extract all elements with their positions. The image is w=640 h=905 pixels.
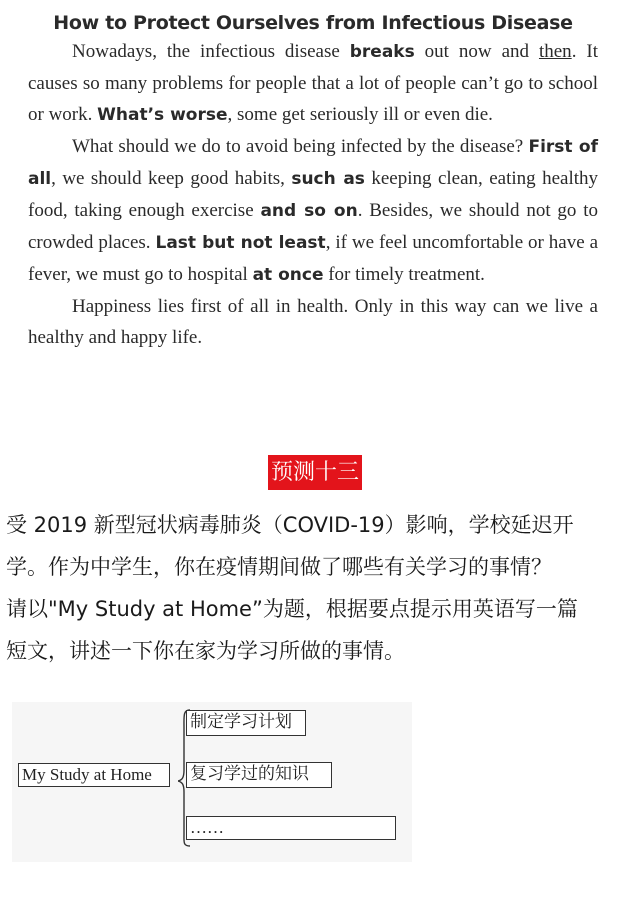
bold-phrase: at once [252, 265, 324, 285]
diagram-branch-box: 复习学过的知识 [186, 762, 332, 788]
essay-title: How to Protect Ourselves from Infectious Disease [53, 12, 573, 34]
writing-prompt [6, 504, 636, 672]
text-run: What should we do to avoid being infected by the disease? [72, 136, 529, 157]
text-run: , we should keep good habits, [51, 168, 292, 189]
text-run: . Besides, we should not go to crowded places. [28, 200, 598, 253]
bold-phrase: Last but not least [155, 233, 326, 253]
text-run: , if we feel uncomfortable or have a fever, we must go to hospital [28, 232, 599, 285]
prompt-line: 学。作为中学生，你在疫情期间做了哪些有关学习的事情？ [6, 555, 552, 579]
text-run: for timely treatment. [323, 264, 485, 285]
text-run: out now and [414, 41, 539, 62]
bold-phrase: First of all [28, 137, 598, 189]
bold-phrase: such as [291, 169, 365, 189]
prompt-line: 请以"My Study at Home”为题，根据要点提示用英语写一篇 [6, 597, 578, 621]
text-run: Nowadays, the infectious disease [72, 41, 350, 62]
outline-diagram [12, 702, 412, 862]
diagram-root-box: My Study at Home [18, 763, 170, 787]
essay-sample [28, 8, 598, 353]
prompt-line: 短文，讲述一下你在家为学习所做的事情。 [6, 639, 405, 663]
bold-phrase: What’s worse [97, 105, 228, 125]
prompt-line: 受 2019 新型冠状病毒肺炎（COVID-19）影响，学校延迟开 [6, 513, 574, 537]
text-run: keeping clean, eating healthy food, taking enough exercise [28, 168, 598, 221]
essay-paragraph-2 [28, 131, 598, 291]
section-label: 预测十三 [268, 455, 362, 490]
text-run: , some get seriously ill or even die. [227, 104, 493, 125]
underlined-phrase: then [538, 41, 572, 62]
bold-phrase: and so on [260, 201, 358, 221]
essay-paragraph-1 [28, 36, 598, 131]
diagram-branch-box: …… [186, 816, 396, 840]
bold-phrase: breaks [349, 42, 415, 62]
text-run: . It causes so many problems for people that a lot of people can’t go to school or work. [28, 41, 598, 125]
diagram-branch-box: 制定学习计划 [186, 710, 306, 736]
essay-paragraph-3: Happiness lies first of all in health. Only in this way can we live a healthy and happy life. [28, 296, 598, 348]
